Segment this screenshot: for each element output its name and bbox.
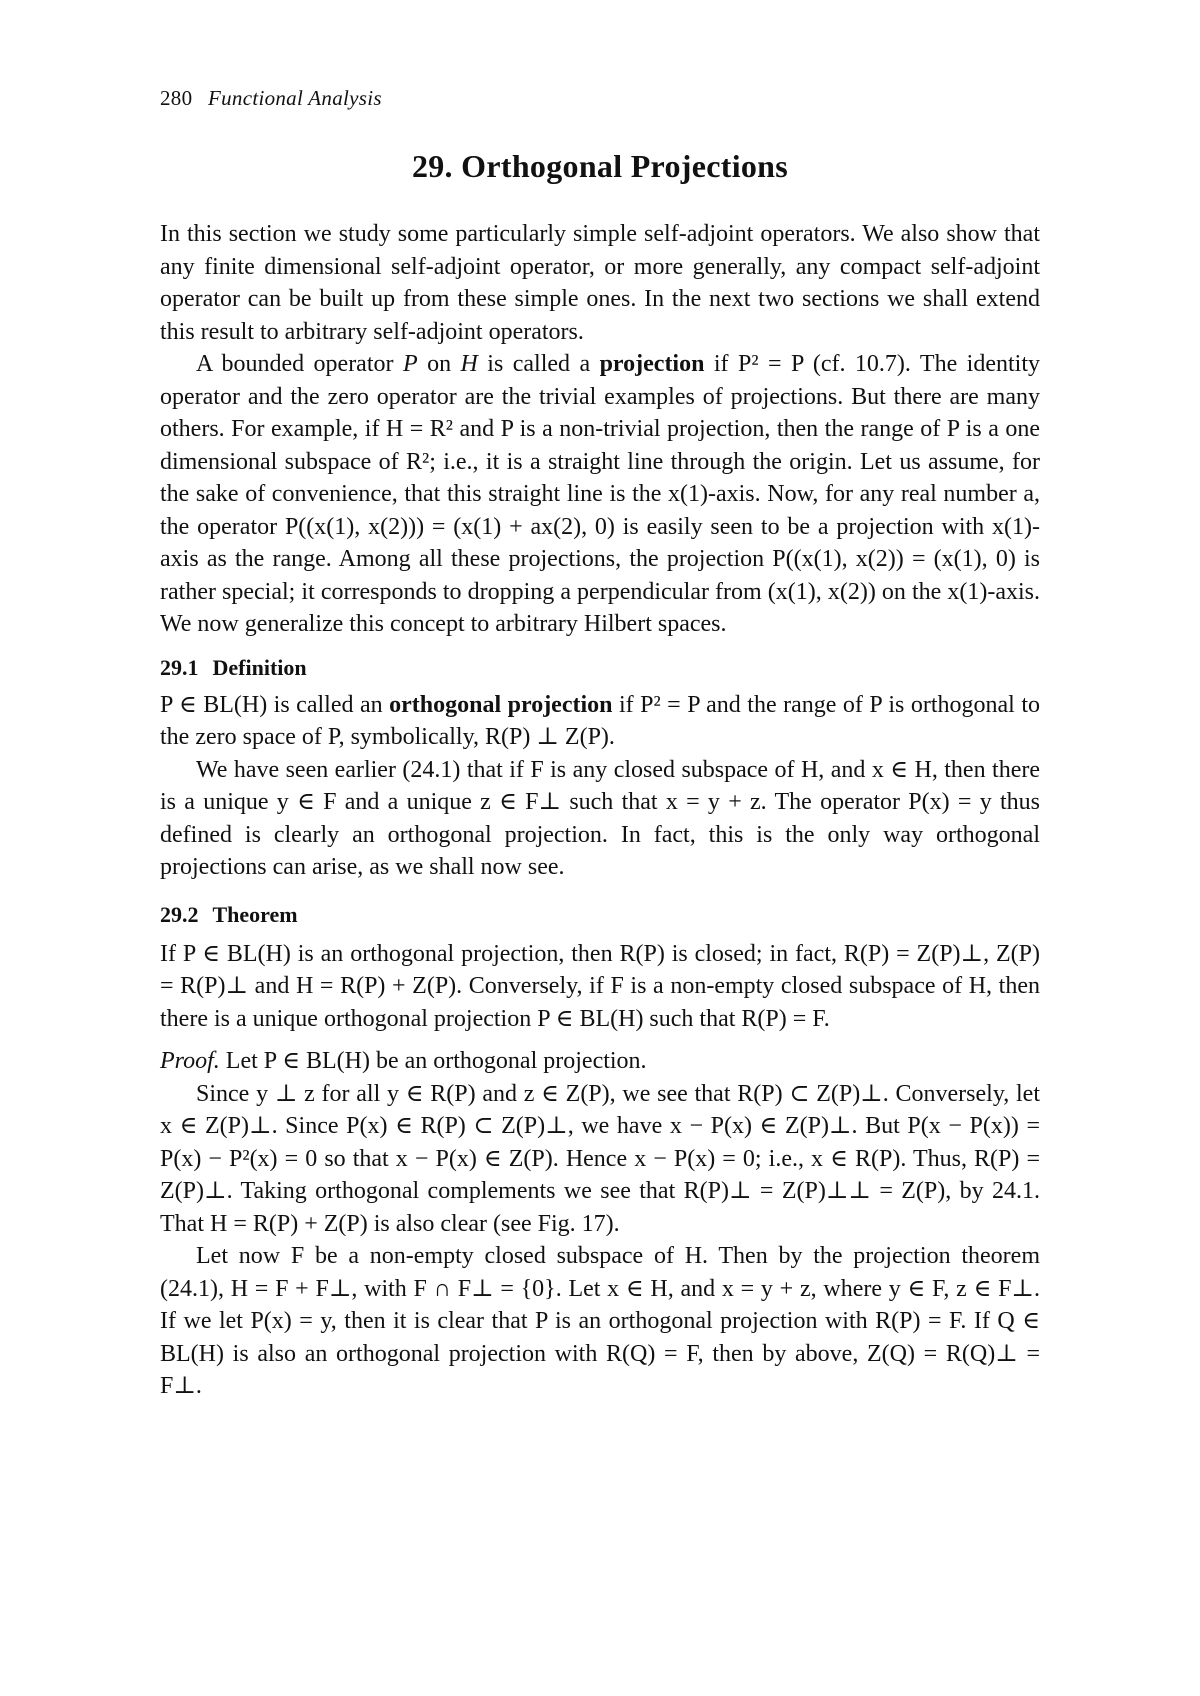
definition-number: 29.1 — [160, 654, 199, 680]
proof-paragraph-2: Since y ⊥ z for all y ∈ R(P) and z ∈ Z(P), we see that R(P) ⊂ Z(P)⊥. Conversely, let x ∈ Z(P)⊥. Since P(x) ∈ R(P) ⊂ Z(P)⊥, we have x − P(x) ∈ Z(P)⊥. But P(x − P(x)) = P(x) − P²(x) = 0 so that x − P(x) ∈ Z(P). Hence x − P(x) = 0; i.e., x ∈ R(P). Thus, R(P) = Z(P)⊥. Taking orthogonal complements we see that R(P)⊥ = Z(P)⊥⊥ = Z(P), by 24.1. That H = R(P) + Z(P) is also clear (see Fig. 17). — [160, 1080, 1040, 1237]
proof-label: Proof. — [160, 1048, 220, 1074]
definition-paragraph — [160, 689, 1040, 754]
theorem-statement: If P ∈ BL(H) is an orthogonal projection, then R(P) is closed; in fact, R(P) = Z(P)⊥, Z(P) = R(P)⊥ and H = R(P) + Z(P). Conversely, if F is a non-empty closed subspace of H, then there is a unique orthogonal projection P ∈ BL(H) such that R(P) = F. — [160, 940, 1040, 1032]
projection-symbol-p: P — [402, 351, 418, 377]
theorem-number: 29.2 — [160, 901, 199, 927]
definition-heading — [160, 655, 1040, 681]
proof-paragraph-3: Let now F be a non-empty closed subspace of H. Then by the projection theorem (24.1), H = F + F⊥, with F ∩ F⊥ = {0}. Let x ∈ H, and x = y + z, where y ∈ F, z ∈ F⊥. If we let P(x) = y, then it is clear that P is an orthogonal projection with R(P) = F. If Q ∈ BL(H) is also an orthogonal projection with R(Q) = F, then by above, Z(Q) = R(Q)⊥ = F⊥. — [160, 1243, 1040, 1399]
definition-text-a: P ∈ BL(H) is called an — [160, 691, 390, 718]
theorem-title: Theorem — [212, 901, 298, 927]
projection-paragraph — [160, 348, 1040, 641]
definition-title: Definition — [212, 654, 307, 680]
intro-paragraph: In this section we study some particularly simple self-adjoint operators. We also show that any finite dimensional self-adjoint operator, or more generally, any compact self-adjoint operator can be built up from these simple ones. In the next two sections we shall extend this result to arbitrary self-adjoint operators. — [160, 221, 1040, 345]
section-number: 29. — [411, 148, 453, 184]
proof-first-line: Let P ∈ BL(H) be an orthogonal projection. — [219, 1048, 647, 1074]
section-title — [0, 148, 1200, 185]
projection-text-a: A bounded operator — [196, 351, 403, 377]
proof-opening — [160, 1045, 1040, 1078]
projection-symbol-h: H — [460, 351, 478, 377]
projection-term: projection — [599, 351, 705, 377]
after-definition-paragraph: We have seen earlier (24.1) that if F is any closed subspace of H, and x ∈ H, then there is a unique y ∈ F and a unique z ∈ F⊥ such that x = y + z. The operator P(x) = y thus defined is clearly an orthogonal projection. In fact, this is the only way orthogonal projections can arise, as we shall now see. — [160, 756, 1040, 880]
page-body — [160, 218, 1040, 1403]
running-head — [160, 86, 382, 111]
theorem-heading — [160, 902, 1040, 928]
running-title: Functional Analysis — [207, 86, 382, 110]
projection-text-f: if P² = P (cf. 10.7). The identity operator and the zero operator are the trivial examples of projections. But there are many others. For example, if H = R² and P is a non-trivial projection, then the range of P is a one dimensional subspace of R²; i.e., it is a straight line through the origin. Let us assume, for the sake of convenience, that this straight line is the x(1)-axis. Now, for any real number a, the operator P((x(1), x(2))) = (x(1) + ax(2), 0) is easily seen to be a projection with x(1)-axis as the range. Among all these projections, the projection P((x(1), x(2)) = (x(1), 0) is rather special; it corresponds to dropping a perpendicular from (x(1), x(2)) on the x(1)-axis. We now generalize this concept to arbitrary Hilbert spaces. — [160, 351, 1041, 637]
section-title-text: Orthogonal Projections — [461, 148, 789, 184]
projection-text-e: is called a — [477, 351, 600, 377]
definition-text-b: if P² = P and the range of P is orthogonal to the zero space of P, symbolically, R(P) ⊥ Z(P). — [160, 691, 1040, 750]
page-number: 280 — [160, 86, 193, 110]
projection-text-c: on — [417, 351, 461, 377]
definition-term: orthogonal projection — [389, 691, 613, 718]
